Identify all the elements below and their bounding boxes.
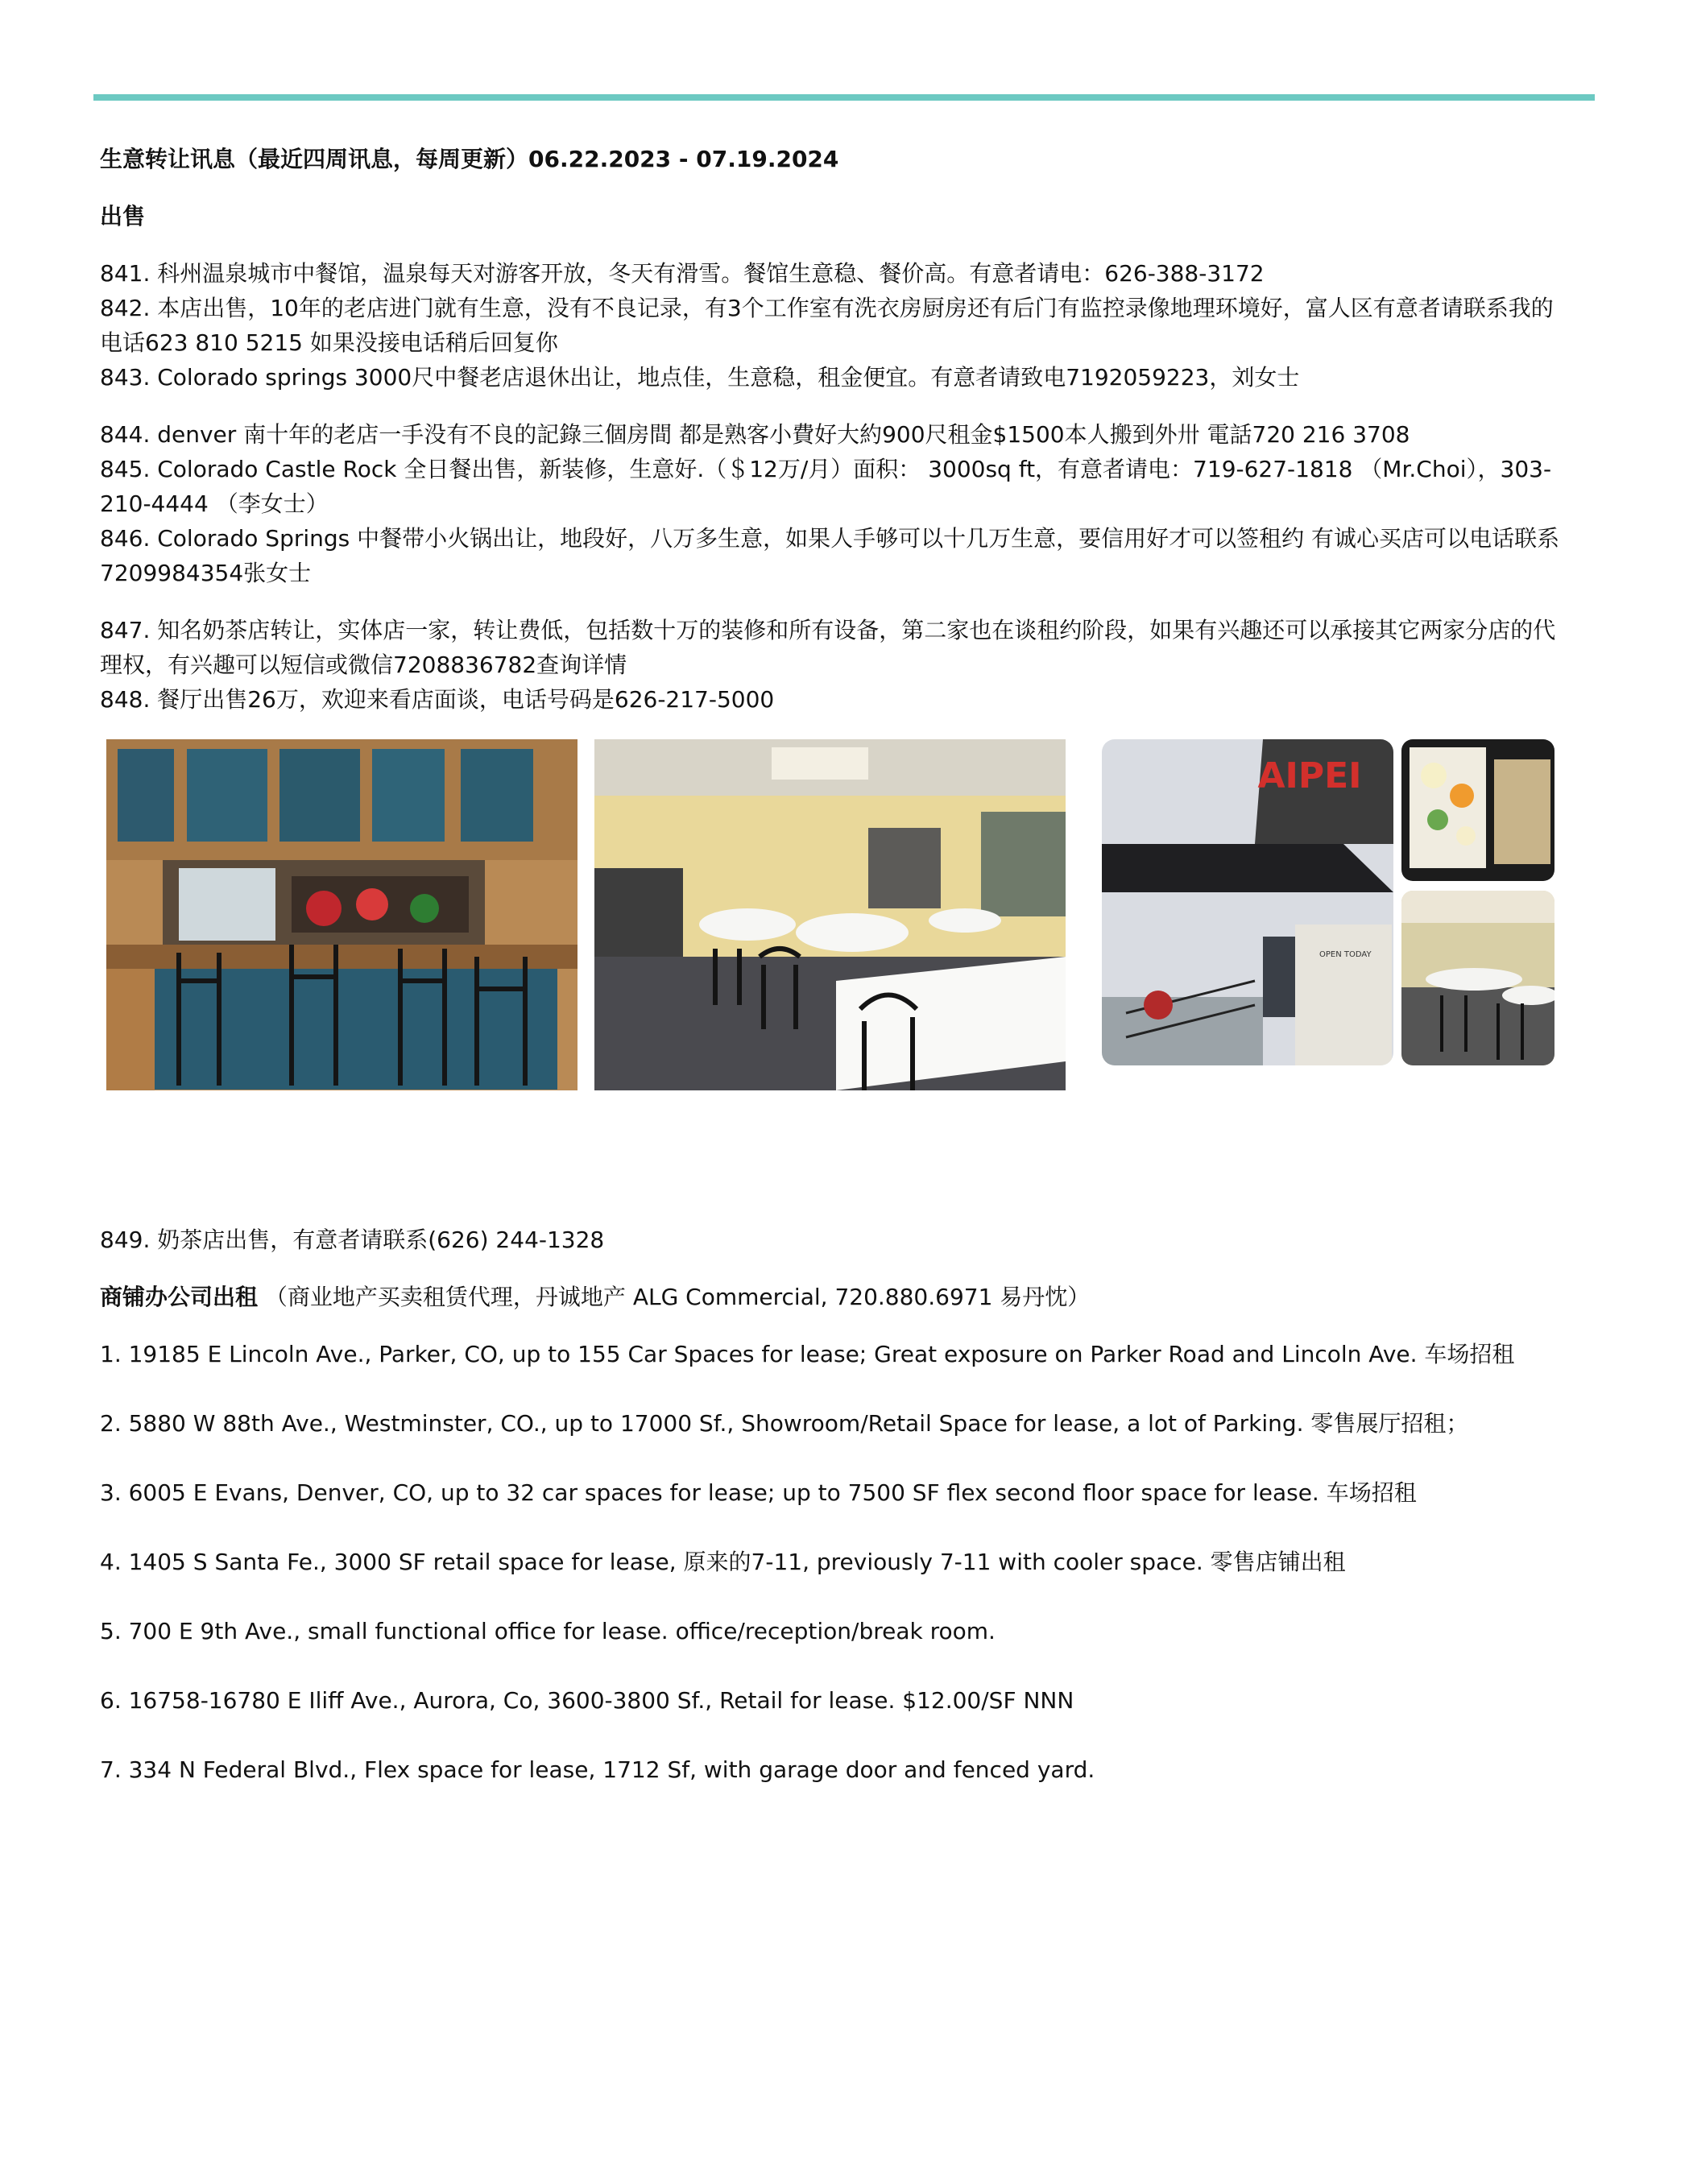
page-title: 生意转让讯息（最近四周讯息，每周更新）06.22.2023 - 07.19.2024 [100,146,839,172]
bar-photo [106,739,577,1090]
lease-item: 3. 6005 E Evans, Denver, CO, up to 32 car spaces for lease; up to 7500 SF flex second floor space for lease. 车场招租 [100,1479,1417,1506]
listing-item: 843. Colorado springs 3000尺中餐老店退休出让，地点佳，生意稳，租金便宜。有意者请致电7192059223，刘女士 [100,364,1300,391]
listing-item: 848. 餐厅出售26万，欢迎来看店面谈，电话号码是626-217-5000 [100,686,775,713]
listing-item: 849. 奶茶店出售，有意者请联系(626) 244-1328 [100,1226,605,1253]
listing-group-4 [100,1222,1566,1257]
lease-item: 7. 334 N Federal Blvd., Flex space for lease, 1712 Sf, with garage door and fenced yard. [100,1756,1095,1783]
header-rule [93,94,1595,101]
listing-item: 842. 本店出售，10年的老店进门就有生意，没有不良记录，有3个工作室有洗衣房厨房还有后门有监控录像地理环境好，富人区有意者请联系我的电话623 810 5215 如果没接电话稍后回复你 [100,295,1554,356]
restaurant-photos [100,739,1566,1222]
storefront-photo [1102,739,1393,1065]
door-sign: OPEN TODAY [1319,950,1372,959]
listing-group-3 [100,613,1566,717]
lease-item: 1. 19185 E Lincoln Ave., Parker, CO, up to 155 Car Spaces for lease; Great exposure on Parker Road and Lincoln Ave. 车场招租 [100,1341,1515,1367]
food-photo [1401,739,1554,881]
lease-subheading: （商业地产买卖租赁代理，丹诚地产 ALG Commercial, 720.880.6971 易丹忱） [264,1284,1091,1310]
listing-item: 844. denver 南十年的老店一手没有不良的記錄三個房間 都是熟客小費好大約900尺租金$1500本人搬到外卅 電話720 216 3708 [100,421,1410,448]
listing-group-1 [100,256,1566,395]
lease-section-header [100,1280,1566,1314]
listing-item: 847. 知名奶茶店转让，实体店一家，转让费低，包括数十万的装修和所有设备，第二家也在谈租约阶段，如果有兴趣还可以承接其它两家分店的代理权，有兴趣可以短信或微信7208836782查询详情 [100,617,1556,678]
listing-item: 845. Colorado Castle Rock 全日餐出售，新装修，生意好.（＄12万/月）面积： 3000sq ft，有意者请电：719-627-1818 （Mr.Choi），303-210-4444 （李女士） [100,456,1552,517]
page-content [100,142,1566,1822]
listing-group-2 [100,417,1566,590]
lease-item: 5. 700 E 9th Ave., small functional office for lease. office/reception/break room. [100,1618,996,1644]
lease-item: 2. 5880 W 88th Ave., Westminster, CO., up to 17000 Sf., Showroom/Retail Space for lease, a lot of Parking. 零售展厅招租； [100,1410,1469,1437]
lease-item: 4. 1405 S Santa Fe., 3000 SF retail space for lease, 原来的7-11, previously 7-11 with cooler space. 零售店铺出租 [100,1549,1346,1575]
sale-heading: 出售 [100,203,146,230]
dining-room-photo [594,739,1066,1090]
lease-item: 6. 16758-16780 E Iliff Ave., Aurora, Co, 3600-3800 Sf., Retail for lease. $12.00/SF NNN [100,1687,1074,1714]
lease-list [100,1337,1566,1787]
listing-item: 846. Colorado Springs 中餐带小火锅出让，地段好，八万多生意，如果人手够可以十几万生意，要信用好才可以签租约 有诚心买店可以电话联系 7209984354张女士 [100,525,1560,586]
storefront-sign: AIPEI [1257,755,1362,796]
lease-heading: 商铺办公司出租 [100,1284,259,1310]
listing-item: 841. 科州温泉城市中餐馆，温泉每天对游客开放，冬天有滑雪。餐馆生意稳、餐价高。有意者请电：626-388-3172 [100,260,1265,287]
interior-photo [1401,891,1554,1065]
